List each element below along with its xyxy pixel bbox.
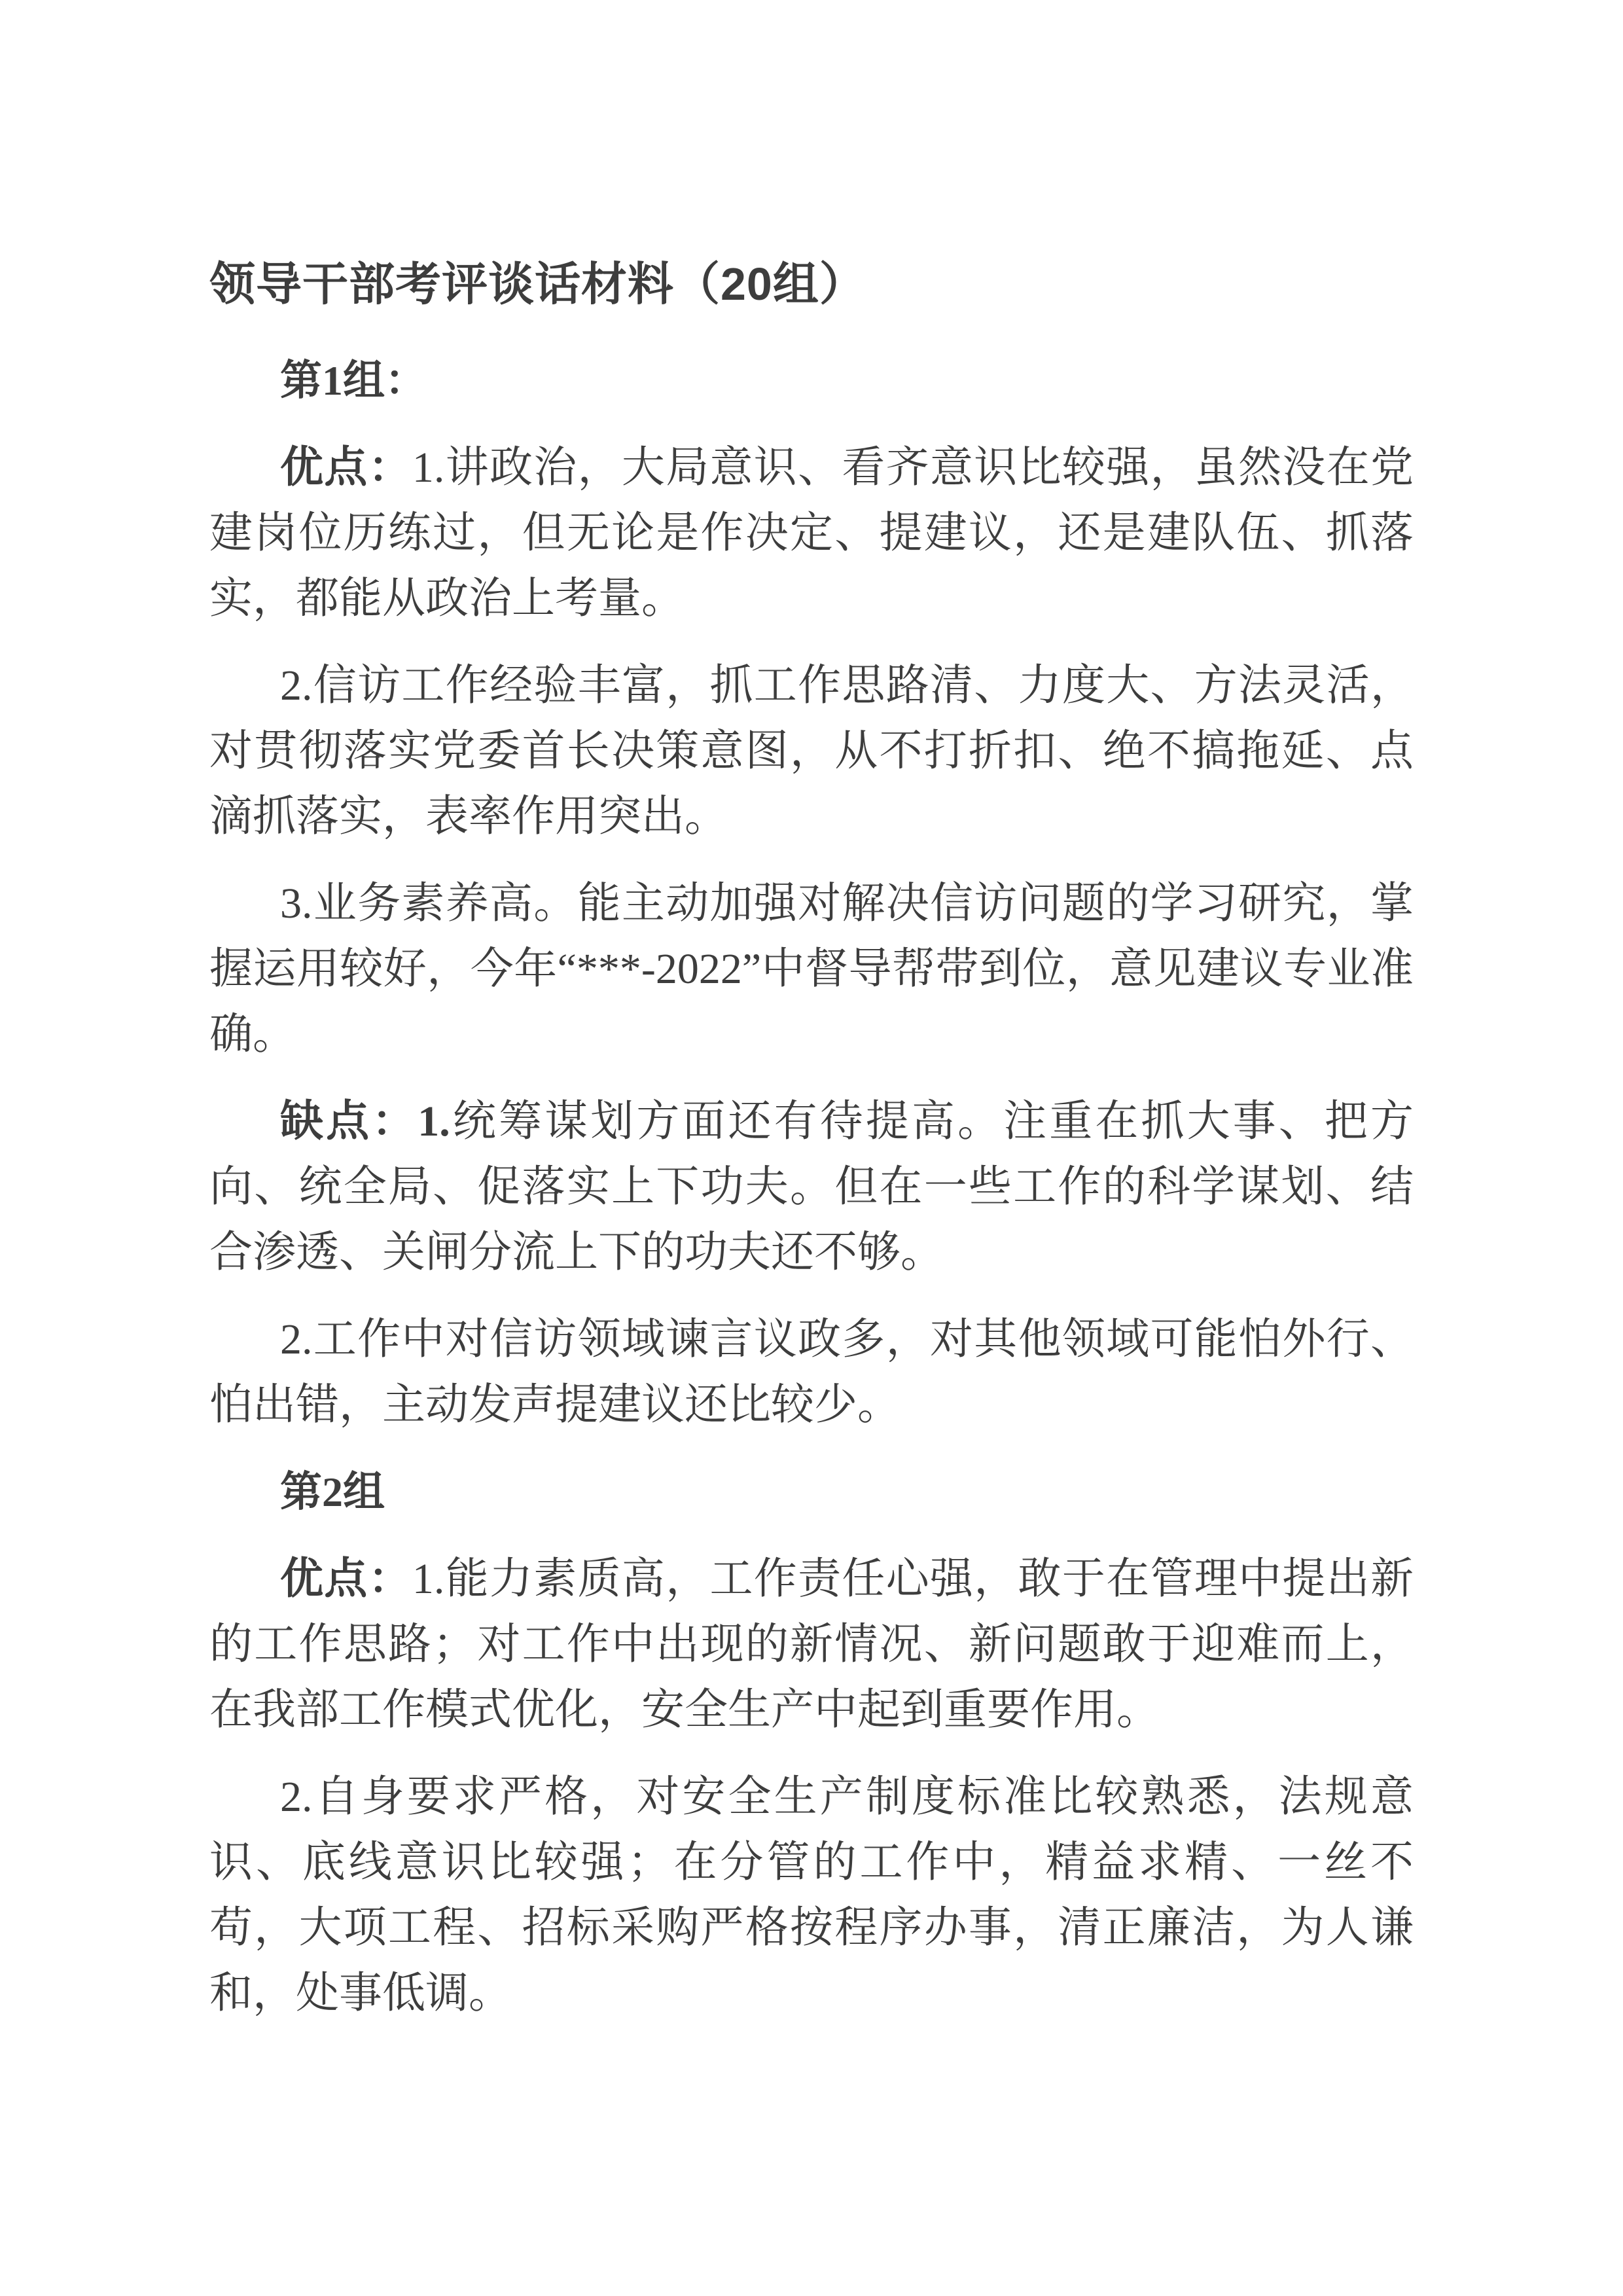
paragraph-text: 1.能力素质高，工作责任心强，敢于在管理中提出新的工作思路；对工作中出现的新情况、新问题敢于迎难而上，在我部工作模式优化，安全生产中起到重要作用。 (209, 1555, 1414, 1734)
advantages-label: 优点： (280, 1555, 412, 1603)
group-2-advantages-paragraph-2: 2.自身要求严格，对安全生产制度标准比较熟悉，法规意识、底线意识比较强；在分管的工作中，精益求精、一丝不苟，大项工程、招标采购严格按程序办事，清正廉洁，为人谦和，处事低调。 (209, 1773, 1414, 2017)
paragraph-text: 统筹谋划方面还有待提高。注重在抓大事、把方向、统全局、促落实上下功夫。但在一些工作的科学谋划、结合渗透、关闸分流上下的功夫还不够。 (209, 1098, 1414, 1276)
disadvantages-label: 缺点：1. (280, 1098, 450, 1145)
document-content (209, 247, 1414, 2048)
group-2-heading: 第2组 (280, 1469, 385, 1515)
group-1-disadvantages-paragraph-2: 2.工作中对信访领域谏言议政多，对其他领域可能怕外行、怕出错，主动发声提建议还比较少。 (209, 1316, 1414, 1429)
document-title: 领导干部考评谈话材料（20组） (209, 259, 866, 310)
advantages-label: 优点： (280, 444, 412, 492)
group-1-advantages-paragraph-2: 2.信访工作经验丰富，抓工作思路清、力度大、方法灵活，对贯彻落实党委首长决策意图，从不打折扣、绝不搞拖延、点滴抓落实，表率作用突出。 (209, 662, 1414, 840)
group-1-disadvantages-paragraph-1 (209, 1089, 1414, 1285)
group-1-advantages-paragraph-3: 3.业务素养高。能主动加强对解决信访问题的学习研究，掌握运用较好，今年“***-2022”中督导帮带到位，意见建议专业准确。 (209, 880, 1414, 1058)
group-1-heading: 第1组： (280, 357, 427, 404)
group-2-advantages-paragraph-1 (209, 1547, 1414, 1743)
paragraph-text: 1.讲政治，大局意识、看齐意识比较强，虽然没在党建岗位历练过，但无论是作决定、提建议，还是建队伍、抓落实，都能从政治上考量。 (209, 444, 1414, 622)
group-1-advantages-paragraph-1 (209, 435, 1414, 632)
